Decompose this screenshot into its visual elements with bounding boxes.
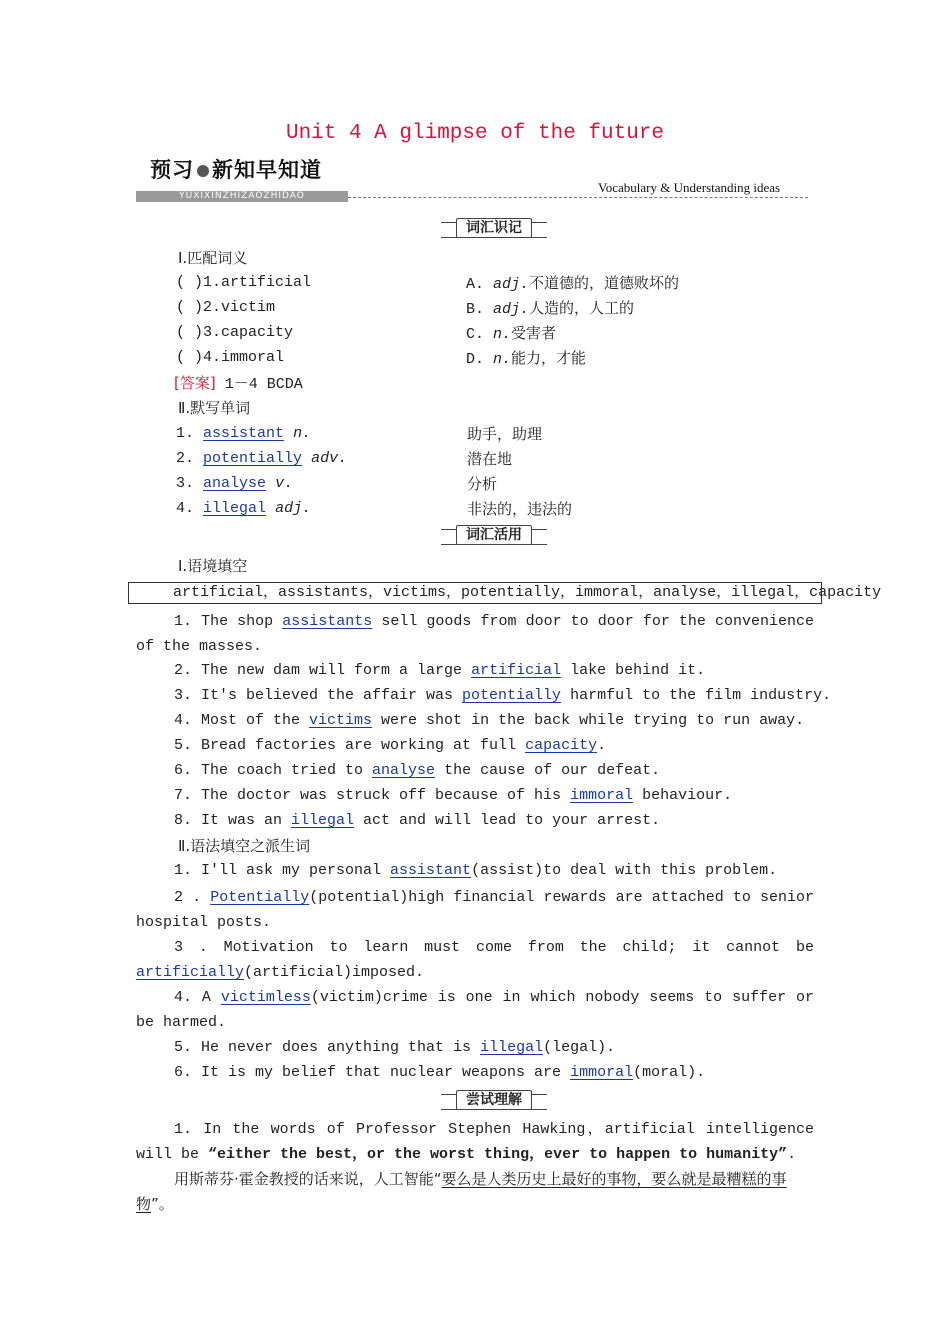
section-badge-vocab-usage <box>441 529 547 545</box>
matching-left-3: ( )3.capacity <box>176 324 294 341</box>
matching-left-1: ( )1.artificial <box>176 274 312 291</box>
banner-label-main: 新知早知道 <box>212 158 322 182</box>
context-sentence-6: 6. The coach tried to analyse the cause of our defeat. <box>174 762 661 779</box>
matching-heading: Ⅰ.匹配词义 <box>178 249 248 267</box>
context-sentence-8: 8. It was an illegal act and will lead to your arrest. <box>174 812 661 829</box>
spelling-item-1: 1. assistant n. <box>176 425 312 442</box>
derivation-sentence-5: 5. He never does anything that is illegal(legal). <box>174 1039 616 1056</box>
spelling-meaning-1: 助手，助理 <box>467 425 543 443</box>
spelling-meaning-2: 潜在地 <box>467 450 513 468</box>
matching-left-4: ( )4.immoral <box>176 349 285 366</box>
matching-right-1: A. adj.不道德的，道德败坏的 <box>466 274 680 293</box>
spelling-heading: Ⅱ.默写单词 <box>178 399 251 417</box>
context-sentence-5: 5. Bread factories are working at full capacity. <box>174 737 607 754</box>
derivation-sentence-3: 3 . Motivation to learn must come from the child; it cannot be artificially(artificial)imposed. <box>136 939 814 981</box>
banner-divider <box>348 197 808 198</box>
derivation-sentence-4: 4. A victimless(victim)crime is one in which nobody seems to suffer or be harmed. <box>136 989 814 1031</box>
word-bank-box <box>128 582 882 604</box>
badge-label: 词汇活用 <box>456 525 532 545</box>
context-sentence-7: 7. The doctor was struck off because of his immoral behaviour. <box>174 787 733 804</box>
context-sentence-4: 4. Most of the victims were shot in the back while trying to run away. <box>174 712 805 729</box>
context-sentence-1: 1. The shop assistants sell goods from door to door for the convenience of the masses. <box>136 613 814 655</box>
spelling-meaning-3: 分析 <box>467 475 498 493</box>
matching-right-4: D. n.能力，才能 <box>466 349 587 368</box>
banner-label-preview: 预习 <box>150 158 194 182</box>
matching-left-2: ( )2.victim <box>176 299 276 316</box>
section-badge-understanding <box>441 1094 547 1110</box>
understanding-chinese: 用斯蒂芬·霍金教授的话来说，人工智能“要么是人类历史上最好的事物，要么就是最糟糕的事物”。 <box>136 1170 787 1213</box>
arrow-circle-icon <box>197 165 209 177</box>
matching-right-2: B. adj.人造的，人工的 <box>466 299 635 318</box>
context-heading: Ⅰ.语境填空 <box>178 557 248 575</box>
derivation-sentence-2: 2 . Potentially(potential)high financial rewards are attached to senior hospital posts. <box>136 889 814 931</box>
spelling-item-2: 2. potentially adv. <box>176 450 348 467</box>
badge-label: 尝试理解 <box>456 1090 532 1110</box>
matching-answer: [答案] 1－4 BCDA <box>174 374 303 393</box>
derivation-sentence-6: 6. It is my belief that nuclear weapons are immoral(moral). <box>174 1064 706 1081</box>
matching-right-3: C. n.受害者 <box>466 324 557 343</box>
page-title: Unit 4 A glimpse of the future <box>285 122 665 145</box>
banner-subtitle: Vocabulary & Understanding ideas <box>598 180 781 195</box>
word-bank: artificial，assistants，victims，potentially，immoral，analyse，illegal，capacity <box>173 584 882 601</box>
context-sentence-3: 3. It's believed the affair was potentially harmful to the film industry. <box>174 687 832 704</box>
section-banner <box>150 160 322 180</box>
understanding-english: 1. In the words of Professor Stephen Hawking，artificial intelligence will be “either the best，or the worst thing，ever to happen to humanity”. <box>136 1121 814 1163</box>
spelling-meaning-4: 非法的，违法的 <box>467 500 573 518</box>
spelling-item-3: 3. analyse v. <box>176 475 294 492</box>
spelling-item-4: 4. illegal adj. <box>176 500 312 517</box>
section-badge-vocab-recognition <box>441 222 547 238</box>
context-sentence-2: 2. The new dam will form a large artificial lake behind it. <box>174 662 706 679</box>
banner-pinyin: YUXIXINZHIZAOZHIDAO <box>136 191 348 202</box>
derivation-heading: Ⅱ.语法填空之派生词 <box>178 837 311 855</box>
badge-label: 词汇识记 <box>456 218 532 238</box>
derivation-sentence-1: 1. I'll ask my personal assistant(assist)to deal with this problem. <box>174 862 778 879</box>
